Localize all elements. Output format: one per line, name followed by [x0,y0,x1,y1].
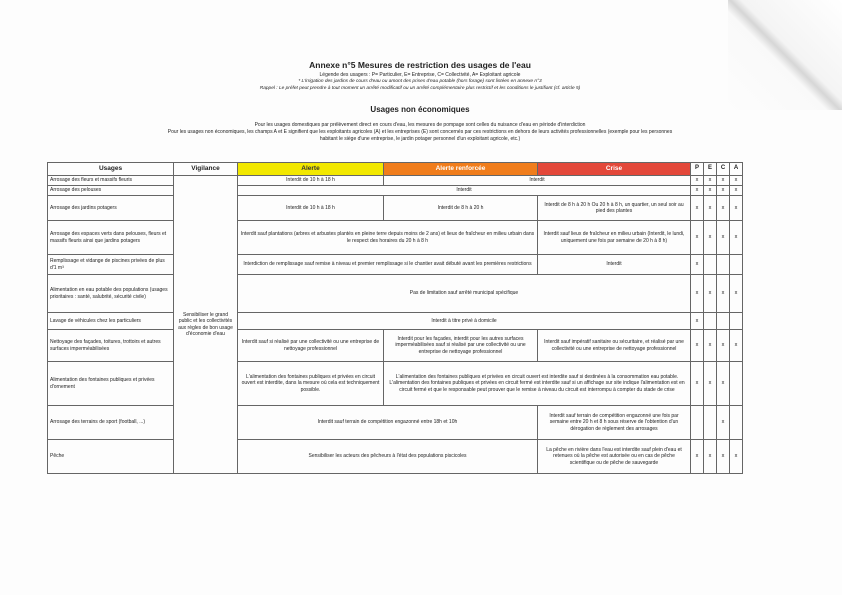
table-row [48,406,743,440]
alerte-cell: L'alimentation des fontaines publiques et privées en circuit ouvert est interdite, dans la mesure où cela est techniquement possible. [238,362,384,406]
flag-e [704,406,717,440]
col-usages: Usages [48,163,174,176]
table-row [48,440,743,474]
flag-p: x [691,275,704,313]
col-c: C [717,163,730,176]
flag-a: x [730,176,743,186]
alerte-renf-cell: Interdiction de remplissage sauf remise à niveau et premier remplissage si le chantier avait débuté avant les premières restrictions [238,255,538,275]
crise-cell: Interdit sauf impératif sanitaire ou sécuritaire, et réalisé par une collectivité ou une entreprise de nettoyage professionnel [538,330,691,362]
crise-cell: Interdit sauf terrain de compétition engazonné une fois par semaine entre 20 h et 8 h sous réserve de l'obtention d'un dérogation de règlement des arrosages [538,406,691,440]
renf-cell: Interdit pour les façades, interdit pour les autres surfaces imperméabilisées sauf si réalisé par une collectivité ou une entreprise de nettoyage professionnel [384,330,538,362]
flag-c: x [717,362,730,406]
flag-p: x [691,313,704,330]
alerte-cell: Interdit sauf si réalisé par une collectivité ou une entreprise de nettoyage professionnel [238,330,384,362]
flag-p: x [691,196,704,221]
flag-c: x [717,275,730,313]
flag-a: x [730,186,743,196]
flag-e: x [704,275,717,313]
flag-c: x [717,406,730,440]
table-row [48,196,743,221]
all-levels-cell: Pas de limitation sauf arrêté municipal spécifique [238,275,691,313]
alerte-cell: Interdit de 10 h à 18 h [238,196,384,221]
table-row [48,176,743,186]
flag-p: x [691,255,704,275]
col-vigilance: Vigilance [174,163,238,176]
usage-cell: Arrosage des jardins potagers [48,196,174,221]
table-row [48,330,743,362]
flag-e: x [704,221,717,255]
flag-e [704,313,717,330]
usage-cell: Alimentation en eau potable des populations (usages prioritaires : santé, salubrité, sécurité civile) [48,275,174,313]
col-e: E [704,163,717,176]
flag-p: x [691,330,704,362]
col-alerte: Alerte [238,163,384,176]
flag-p: x [691,440,704,474]
usage-cell: Arrosage des terrains de sport (football, ...) [48,406,174,440]
flag-p: x [691,176,704,186]
alerte-renf-cell: Interdit sauf terrain de compétition engazonné entre 18h et 10h [238,406,538,440]
table-header-row [48,163,743,176]
flag-a [730,313,743,330]
flag-p [691,406,704,440]
crise-cell: La pêche en rivière dans l'eau est interdite sauf plein d'eau et retenues où la pêche est autorisée ou en cas de pêche scientifique ou de pêche de sauvegarde [538,440,691,474]
alerte-renf-cell: Sensibiliser les acteurs des pêcheurs à l'état des populations piscicoles [238,440,538,474]
crise-cell: Interdit [538,255,691,275]
alerte-renf-cell: Interdit sauf plantations (arbres et arbustes plantés en pleine terre depuis moins de 2 ans) et lieux de fraîcheur en milieu urbain dans le respect des horaires du 20 h à 8 h [238,221,538,255]
flag-c [717,255,730,275]
flag-e: x [704,196,717,221]
restrictions-table [47,162,743,474]
all-levels-cell: Interdit [238,186,691,196]
table-row [48,221,743,255]
renf-crise-cell: Interdit [384,176,691,186]
flag-e: x [704,362,717,406]
flag-p: x [691,221,704,255]
flag-a [730,406,743,440]
intro-line-3: habitant le siège d'une entreprise, le jardin potager personnel d'un exploitant agricole, etc.) [319,136,521,142]
usage-cell: Arrosage des espaces verts dans pelouses, fleurs et massifs fleuris ainsi que jardins potagers [48,221,174,255]
col-alerte-renforcee: Alerte renforcée [384,163,538,176]
table-row [48,186,743,196]
col-crise: Crise [538,163,691,176]
table-row [48,313,743,330]
usage-cell: Nettoyage des façades, toitures, trottoirs et autres surfaces imperméabilisées [48,330,174,362]
table-row [48,275,743,313]
flag-c: x [717,330,730,362]
table-row [48,255,743,275]
alerte-cell: Interdit de 10 h à 18 h [238,176,384,186]
flag-c: x [717,196,730,221]
flag-c [717,313,730,330]
col-p: P [691,163,704,176]
flag-p: x [691,362,704,406]
usage-cell: Alimentation des fontaines publiques et privées d'ornement [48,362,174,406]
intro-line-2: Pour les usages non économiques, les champs A et E signifient que les exploitants agricoles (A) et les entreprises (E) sont concernés par ces restrictions en dehors de leurs activités professionnelles (exemple pour les personnes [167,129,673,135]
flag-c: x [717,440,730,474]
usage-cell: Lavage de véhicules chez les particuliers [48,313,174,330]
page-fold-shadow [728,0,842,110]
flag-a: x [730,275,743,313]
usage-cell: Arrosage des pelouses [48,186,174,196]
section-subtitle: Usages non économiques [370,105,470,114]
flag-e: x [704,440,717,474]
intro-line-1: Pour les usages domestiques par prélèvement direct en cours d'eau, les mesures de pompage sont celles du nuisance d'eau en période d'interdiction [254,122,586,128]
note-reminder: Rappel : Le préfet peut prendre à tout moment un arrêté modificatif ou un arrêté complémentaire plus restrictif et les conditions le justifiant (cf. article 5) [259,86,581,91]
table-row [48,362,743,406]
crise-cell: Interdit de 8 h à 20 h Ou 20 h à 8 h, un quartier, un seul soir au pied des plantes [538,196,691,221]
flag-a: x [730,440,743,474]
flag-a [730,362,743,406]
flag-e: x [704,330,717,362]
flag-c: x [717,221,730,255]
flag-e: x [704,186,717,196]
renf-cell: Interdit de 8 h à 20 h [384,196,538,221]
vigilance-cell: Sensibiliser le grand public et les collectivités aux règles de bon usage d'économie d'eau [174,176,238,474]
note-irrigation: * L'irrigation des jardins de cours d'eau ou amont des prises d'eau potable (hors forage) sont listées en annexe n°3 [298,79,542,84]
flag-a: x [730,330,743,362]
flag-a [730,255,743,275]
flag-a: x [730,196,743,221]
usage-cell: Remplissage et vidange de piscines privées de plus d'1 m³ [48,255,174,275]
flag-c: x [717,176,730,186]
flag-e: x [704,176,717,186]
document-title: Annexe n°5 Mesures de restriction des usages de l'eau [309,60,531,70]
users-legend: Légende des usagers : P= Particulier, E= Entreprise, C= Collectivité, A= Exploitant agricole [319,72,521,78]
renf-crise-cell: L'alimentation des fontaines publiques et privées en circuit ouvert est interdite sauf si destinées à la consommation eau potable. L'alimentation des fontaines publiques et privées en circuit fermé est interdite sauf si un affichage sur site indique l'alimentation est en circuit fermé et que le responsable peut prouver que le remise à niveau du circuit est interrompu à compter du stade de crise [384,362,691,406]
flag-c: x [717,186,730,196]
usage-cell: Arrosage des fleurs et massifs fleuris [48,176,174,186]
all-levels-cell: Interdit à titre privé à domicile [238,313,691,330]
col-a: A [730,163,743,176]
flag-a: x [730,221,743,255]
flag-p: x [691,186,704,196]
flag-e [704,255,717,275]
usage-cell: Pêche [48,440,174,474]
crise-cell: Interdit sauf lieux de fraîcheur en milieu urbain (Interdit, le lundi, uniquement une fois par semaine de 20 h à 8 h) [538,221,691,255]
